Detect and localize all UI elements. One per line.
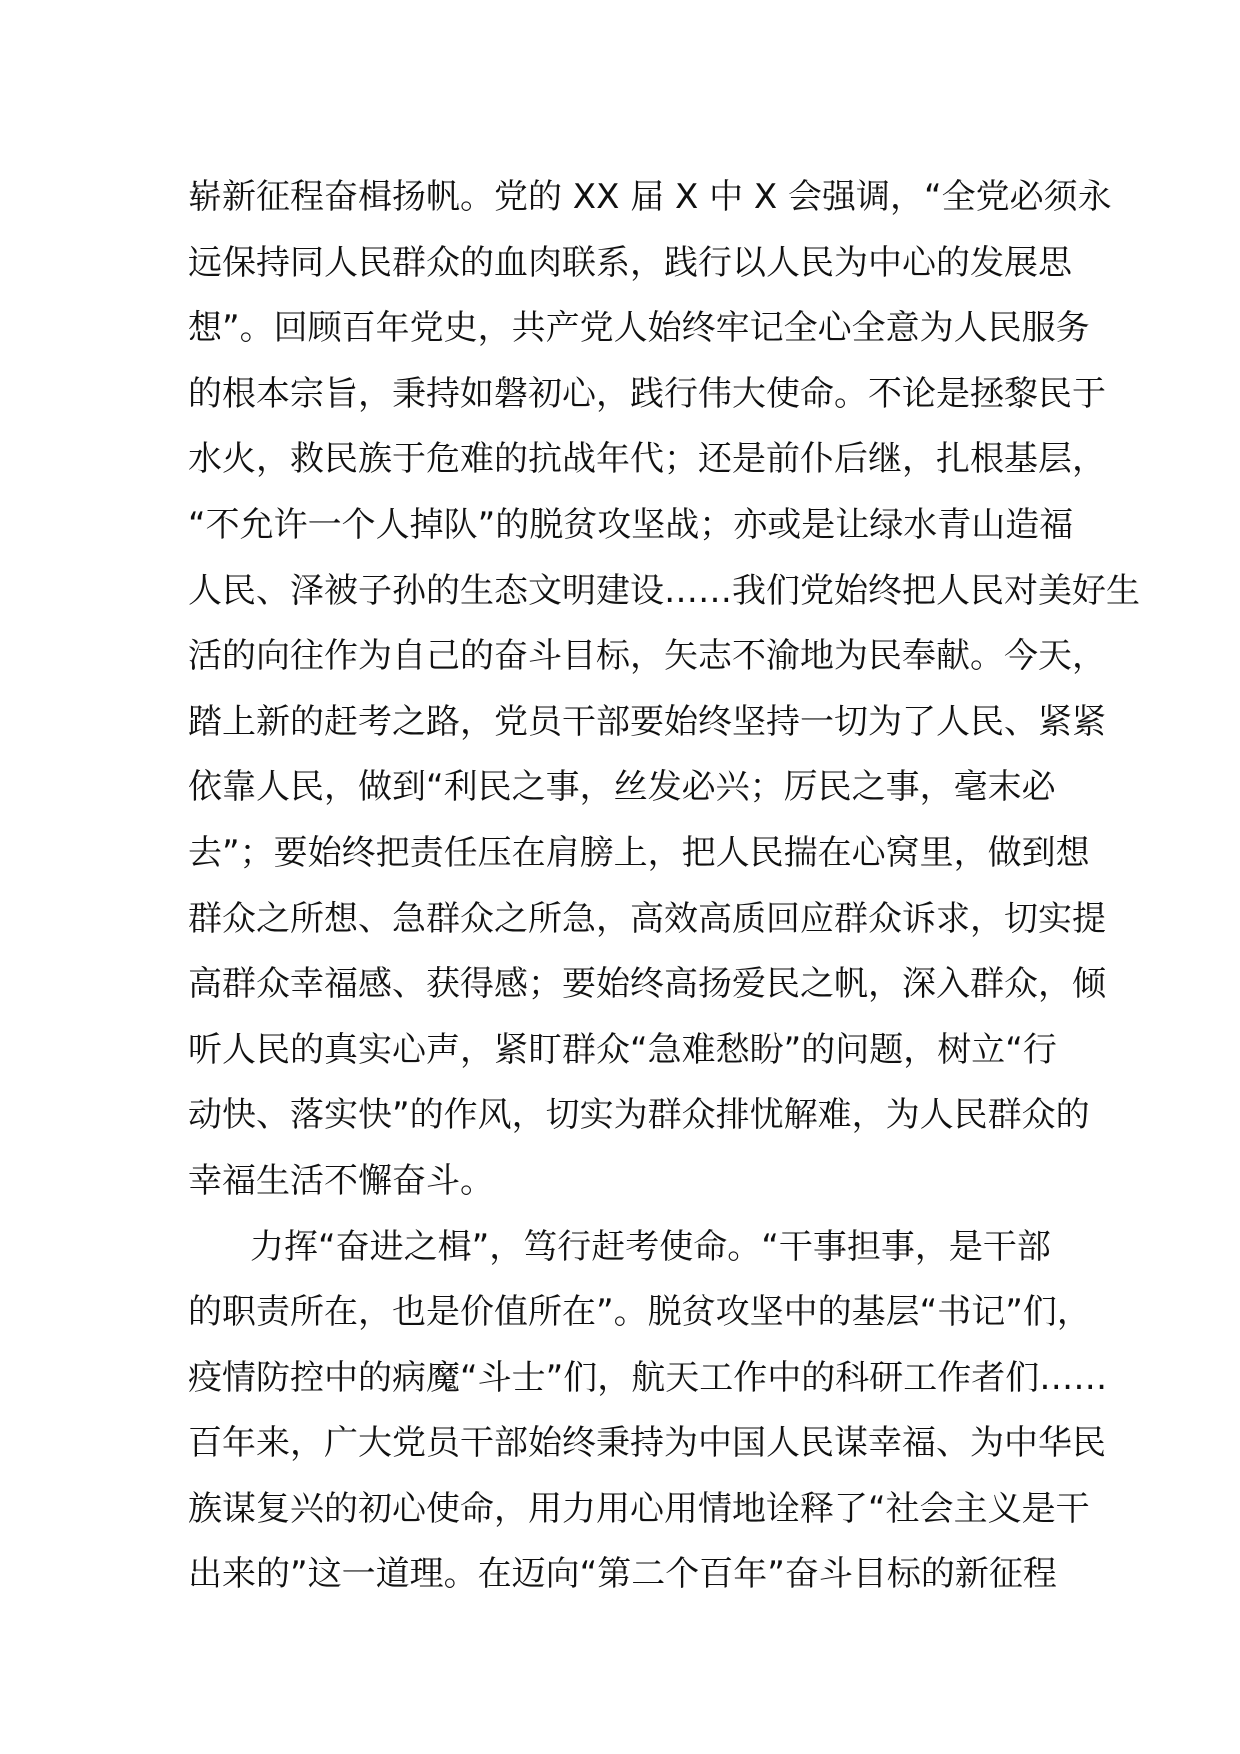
text-line: 百年来，广大党员干部始终秉持为中国人民谋幸福、为中华民 (188, 1423, 1106, 1464)
text-line: 活的向往作为自己的奋斗目标，矢志不渝地为民奉献。今天， (188, 636, 1106, 677)
text-line: 踏上新的赶考之路，党员干部要始终坚持一切为了人民、紧紧 (188, 701, 1106, 742)
paragraph-1 (188, 165, 1140, 1215)
text-line: 群众之所想、急群众之所急，高效高质回应群众诉求，切实提 (188, 898, 1106, 939)
text-line: 的职责所在，也是价值所在”。脱贫攻坚中的基层“书记”们， (188, 1292, 1091, 1333)
text-line: 高群众幸福感、获得感；要始终高扬爱民之帆，深入群众，倾 (188, 964, 1106, 1005)
text-line: “不允许一个人掉队”的脱贫攻坚战；亦或是让绿水青山造福 (188, 504, 1074, 545)
text-line: 幸福生活不懈奋斗。 (188, 1160, 494, 1201)
text-line: 出来的”这一道理。在迈向“第二个百年”奋斗目标的新征程 (188, 1554, 1057, 1595)
text-line: 远保持同人民群众的血肉联系，践行以人民为中心的发展思 (188, 242, 1072, 283)
text-line: 听人民的真实心声，紧盯群众“急难愁盼”的问题，树立“行 (188, 1029, 1057, 1070)
text-line: 依靠人民，做到“利民之事，丝发必兴；厉民之事，毫末必 (188, 767, 1056, 808)
text-line: 的根本宗旨，秉持如磐初心，践行伟大使命。不论是拯黎民于 (188, 373, 1106, 414)
body-text (188, 165, 1140, 1608)
text-line-indented: 力挥“奋进之楫”，笃行赶考使命。“干事担事，是干部 (250, 1226, 1051, 1267)
text-line: 族谋复兴的初心使命，用力用心用情地诠释了“社会主义是干 (188, 1488, 1090, 1529)
text-line: 崭新征程奋楫扬帆。党的 XX 届 X 中 X 会强调，“全党必须永 (188, 177, 1112, 217)
text-line: 去”；要始终把责任压在肩膀上，把人民揣在心窝里，做到想 (188, 832, 1090, 873)
text-line: 动快、落实快”的作风，切实为群众排忧解难，为人民群众的 (188, 1095, 1090, 1136)
text-line: 人民、泽被子孙的生态文明建设……我们党始终把人民对美好生 (188, 570, 1140, 611)
paragraph-2 (188, 1215, 1108, 1609)
text-line: 水火，救民族于危难的抗战年代；还是前仆后继，扎根基层， (188, 439, 1106, 480)
text-line: 想”。回顾百年党史，共产党人始终牢记全心全意为人民服务 (188, 308, 1090, 349)
text-line: 疫情防控中的病魔“斗士”们，航天工作中的科研工作者们…… (188, 1357, 1108, 1398)
